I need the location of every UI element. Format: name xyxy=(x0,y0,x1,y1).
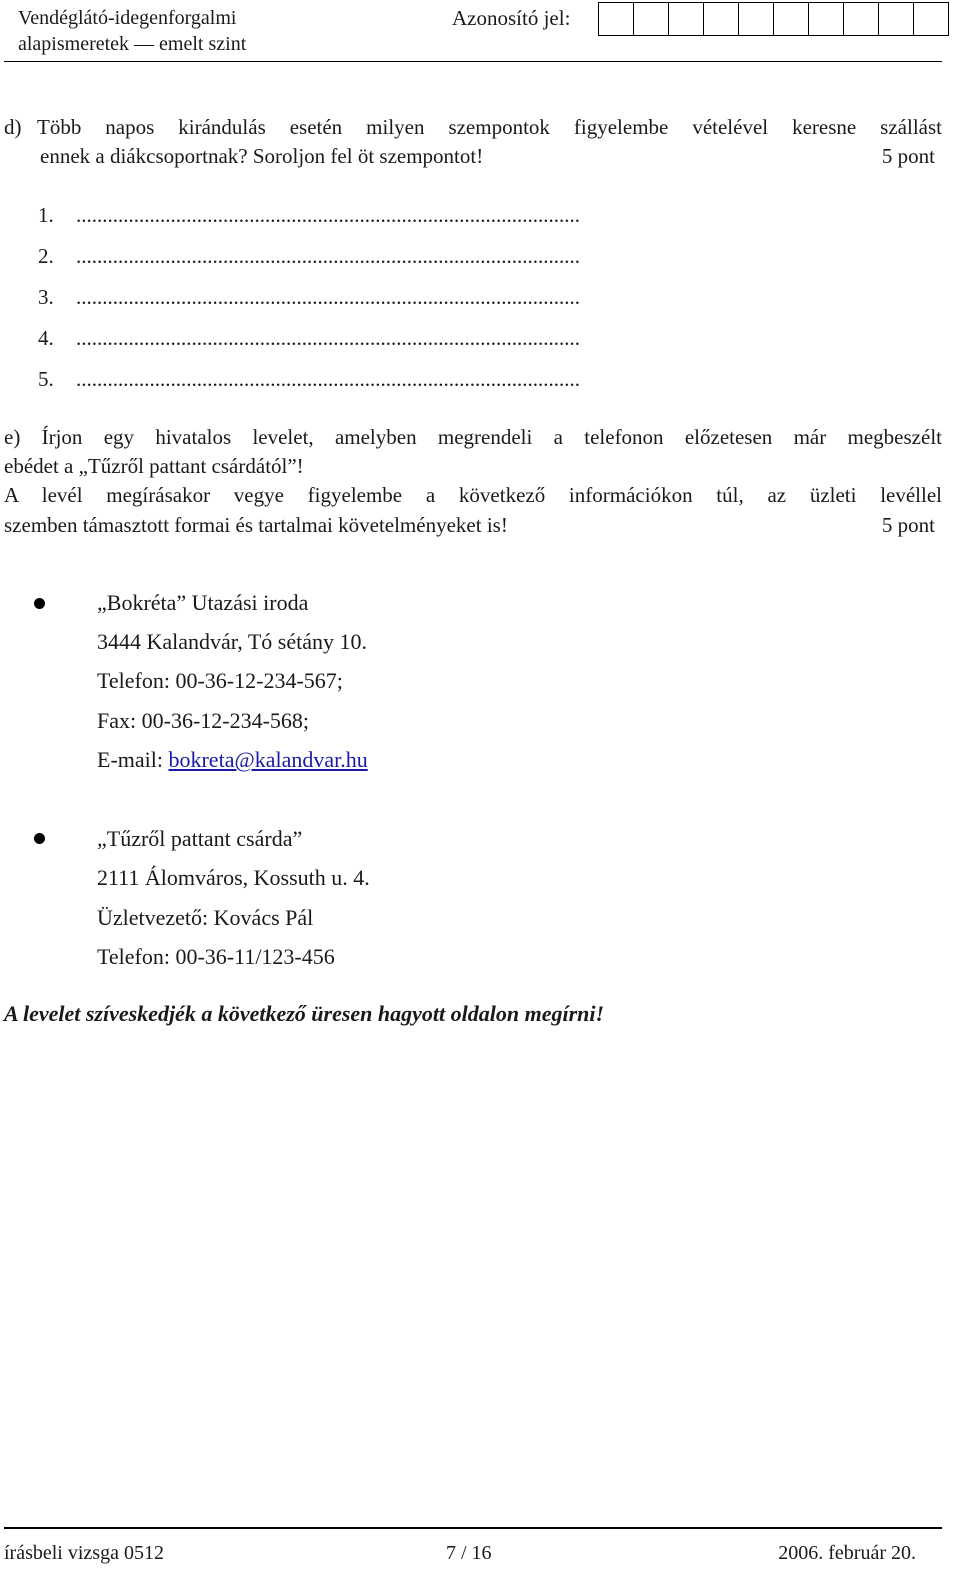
answer-number: 2. xyxy=(38,244,54,268)
subject-line-1: Vendéglátó-idegenforgalmi xyxy=(18,7,237,29)
id-box[interactable] xyxy=(878,2,914,36)
bullet-icon xyxy=(34,598,45,609)
recipient-address: 2111 Álomváros, Kossuth u. 4. xyxy=(97,865,370,890)
id-box[interactable] xyxy=(633,2,669,36)
question-d-line-1: Több napos kirándulás esetén milyen szempontok figyelembe vételével keresne szállást xyxy=(37,115,942,139)
sender-email-label: E-mail: xyxy=(97,747,169,772)
instruction-text: A levelet szíveskedjék a következő üresen hagyott oldalon megírni! xyxy=(4,1001,605,1026)
answer-number: 4. xyxy=(38,326,54,350)
question-d-points: 5 pont xyxy=(881,144,935,168)
answer-line[interactable] xyxy=(38,243,580,284)
question-e-line-1: e) Írjon egy hivatalos levelet, amelyben megrendeli a telefonon előzetesen már megbeszélt xyxy=(4,425,942,449)
sender-name: „Bokréta” Utazási iroda xyxy=(97,590,309,615)
id-box[interactable] xyxy=(773,2,809,36)
header-divider xyxy=(4,61,942,62)
id-box[interactable] xyxy=(913,2,949,36)
answer-dots: ................................................................................................ xyxy=(76,203,580,227)
question-d-letter: d) xyxy=(4,115,22,139)
answer-dots: ................................................................................................ xyxy=(76,285,580,309)
id-box[interactable] xyxy=(668,2,704,36)
sender-email-row xyxy=(97,747,368,786)
footer-page-number: 7 / 16 xyxy=(446,1542,492,1564)
answer-number: 3. xyxy=(38,285,54,309)
recipient-block xyxy=(97,826,370,983)
footer-divider xyxy=(4,1527,942,1529)
id-label: Azonosító jel: xyxy=(452,6,571,30)
question-e-line-4: szemben támasztott formai és tartalmai követelményeket is! xyxy=(4,513,508,537)
sender-address: 3444 Kalandvár, Tó sétány 10. xyxy=(97,629,367,654)
question-d-line-2: ennek a diákcsoportnak? Soroljon fel öt szempontot! xyxy=(40,144,484,168)
recipient-phone: Telefon: 00-36-11/123-456 xyxy=(97,944,335,969)
answer-list xyxy=(38,202,580,407)
footer-exam: írásbeli vizsga 0512 xyxy=(4,1542,164,1564)
id-box[interactable] xyxy=(808,2,844,36)
bullet-icon xyxy=(34,833,45,844)
sender-block xyxy=(97,590,368,786)
sender-email-link[interactable]: bokreta@kalandvar.hu xyxy=(168,747,368,772)
question-e-line-2: ebédet a „Tűzről pattant csárdától”! xyxy=(4,454,304,478)
sender-phone: Telefon: 00-36-12-234-567; xyxy=(97,668,343,693)
answer-dots: ................................................................................................ xyxy=(76,367,580,391)
sender-fax: Fax: 00-36-12-234-568; xyxy=(97,708,310,733)
id-box[interactable] xyxy=(703,2,739,36)
question-e-line-3: A levél megírásakor vegye figyelembe a következő információkon túl, az üzleti levéllel xyxy=(4,483,942,507)
recipient-name: „Tűzről pattant csárda” xyxy=(97,826,303,851)
answer-line[interactable] xyxy=(38,284,580,325)
answer-line[interactable] xyxy=(38,366,580,407)
subject-line-2: alapismeretek — emelt szint xyxy=(18,33,247,55)
answer-number: 5. xyxy=(38,367,54,391)
footer-date: 2006. február 20. xyxy=(778,1542,916,1564)
answer-number: 1. xyxy=(38,203,54,227)
id-box[interactable] xyxy=(598,2,634,36)
question-e-points: 5 pont xyxy=(881,513,935,537)
subject-title xyxy=(18,5,246,57)
answer-line[interactable] xyxy=(38,202,580,243)
answer-dots: ................................................................................................ xyxy=(76,326,580,350)
id-box[interactable] xyxy=(738,2,774,36)
recipient-manager: Üzletvezető: Kovács Pál xyxy=(97,905,314,930)
id-box[interactable] xyxy=(843,2,879,36)
answer-dots: ................................................................................................ xyxy=(76,244,580,268)
answer-line[interactable] xyxy=(38,325,580,366)
